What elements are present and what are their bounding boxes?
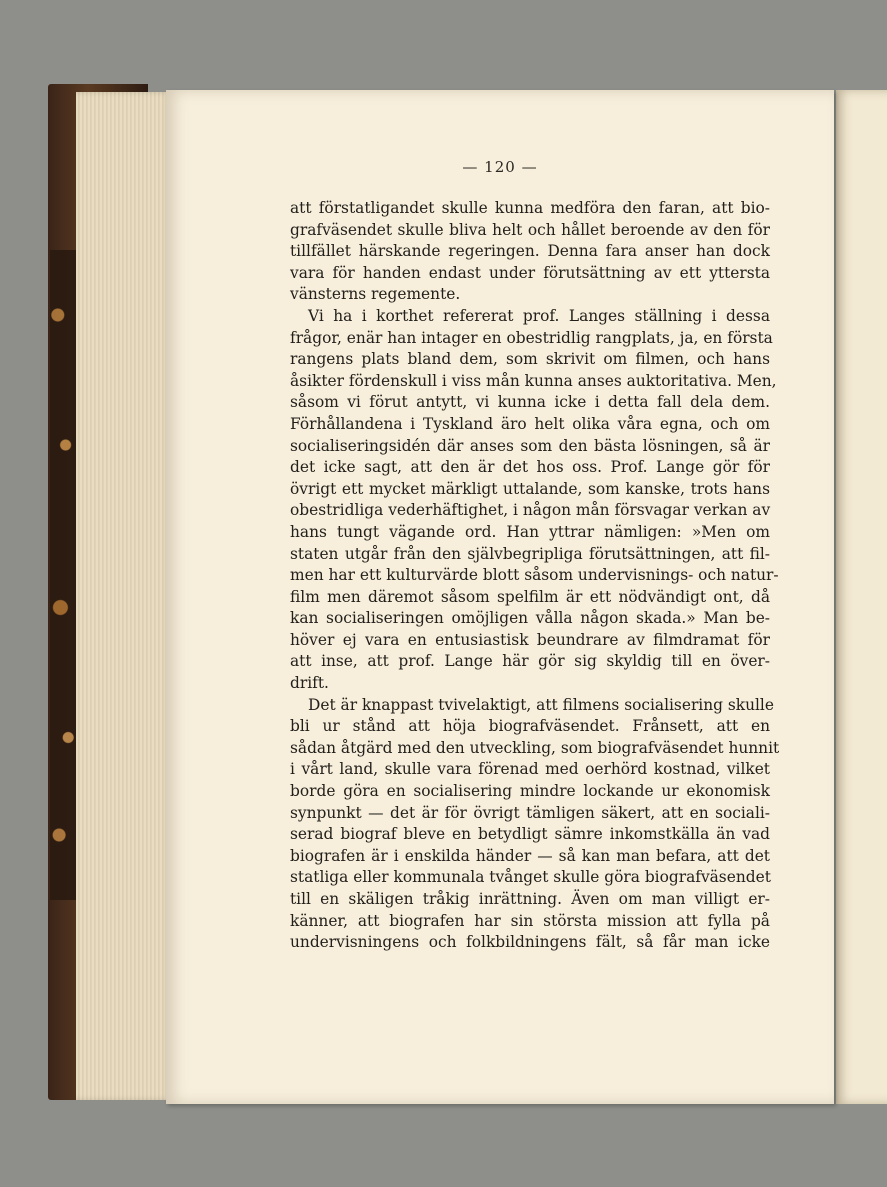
text-line: men har ett kulturvärde blott såsom undervisnings- och natur- [290,566,779,585]
text-line: frågor, enär han intager en obestridlig rangplats, ja, en första [290,328,773,347]
facing-page-edge [836,90,887,1104]
text-line: vara för handen endast under förutsättning av ett yttersta [290,263,770,282]
text-line: rangens plats bland dem, som skrivit om filmen, och hans [290,350,770,369]
text-line: i vårt land, skulle vara förenad med oerhörd kostnad, vilket [290,760,770,779]
text-line: socialiseringsidén där anses som den bästa lösningen, så är [290,436,770,455]
text-line: bli ur stånd att höja biografväsendet. Frånsett, att en [290,717,770,736]
book-page [166,90,834,1104]
text-line: det icke sagt, att den är det hos oss. Prof. Lange gör för [290,458,770,477]
text-line: till en skäligen tråkig inrättning. Även om man villigt er- [290,890,770,908]
text-line: sådan åtgärd med den utveckling, som biografväsendet hunnit [290,738,780,757]
text-line: biografen är i enskilda händer — så kan man befara, att det [290,846,770,865]
text-line: Vi ha i korthet refererat prof. Langes ställning i dessa [308,306,770,325]
text-line: borde göra en socialisering mindre lockande ur ekonomisk [290,782,770,801]
text-line: känner, att biografen har sin största mission att fylla på [290,911,770,930]
text-line: åsikter fördenskull i viss mån kunna anses auktoritativa. Men, [290,371,777,390]
text-line: kan socialiseringen omöjligen vålla någon skada.» Man be- [290,609,770,628]
text-line: att inse, att prof. Lange här gör sig skyldig till en över- [290,652,770,671]
text-line: hans tungt vägande ord. Han yttrar nämligen: »Men om [290,522,770,541]
text-line: statliga eller kommunala tvånget skulle göra biografväsendet [290,868,771,887]
text-line: såsom vi förut antytt, vi kunna icke i detta fall dela dem. [290,393,770,412]
text-line: Förhållandena i Tyskland äro helt olika våra egna, och om [290,414,770,433]
text-line: undervisningens och folkbildningens fält, så får man icke [290,933,770,952]
text-line: staten utgår från den självbegripliga förutsättningen, att fil- [290,544,770,563]
body-text [290,198,780,954]
text-line: obestridliga vederhäftighet, i någon mån försvagar verkan av [290,501,771,520]
text-line: att förstatligandet skulle kunna medföra den faran, att bio- [290,199,770,217]
marbled-edge [50,250,76,900]
page-stack-edges [76,92,172,1100]
page-number: — 120 — [462,158,538,176]
text-line: grafväsendet skulle bliva helt och hållet beroende av den för [290,220,770,239]
text-line: höver ej vara en entusiastisk beundrare av filmdramat för [290,630,770,649]
text-line: övrigt ett mycket märkligt uttalande, som kanske, trots hans [290,479,770,498]
text-line: drift. [290,674,329,693]
text-line: Det är knappast tvivelaktigt, att filmens socialisering skulle [308,695,774,714]
text-line: serad biograf bleve en betydligt sämre inkomstkälla än vad [290,825,770,844]
text-line: vänsterns regemente. [290,285,461,304]
text-line: synpunkt — det är för övrigt tämligen säkert, att en sociali- [290,803,770,822]
text-line: tillfället härskande regeringen. Denna fara anser han dock [290,242,770,261]
text-line: film men däremot såsom spelfilm är ett nödvändigt ont, då [290,587,770,606]
